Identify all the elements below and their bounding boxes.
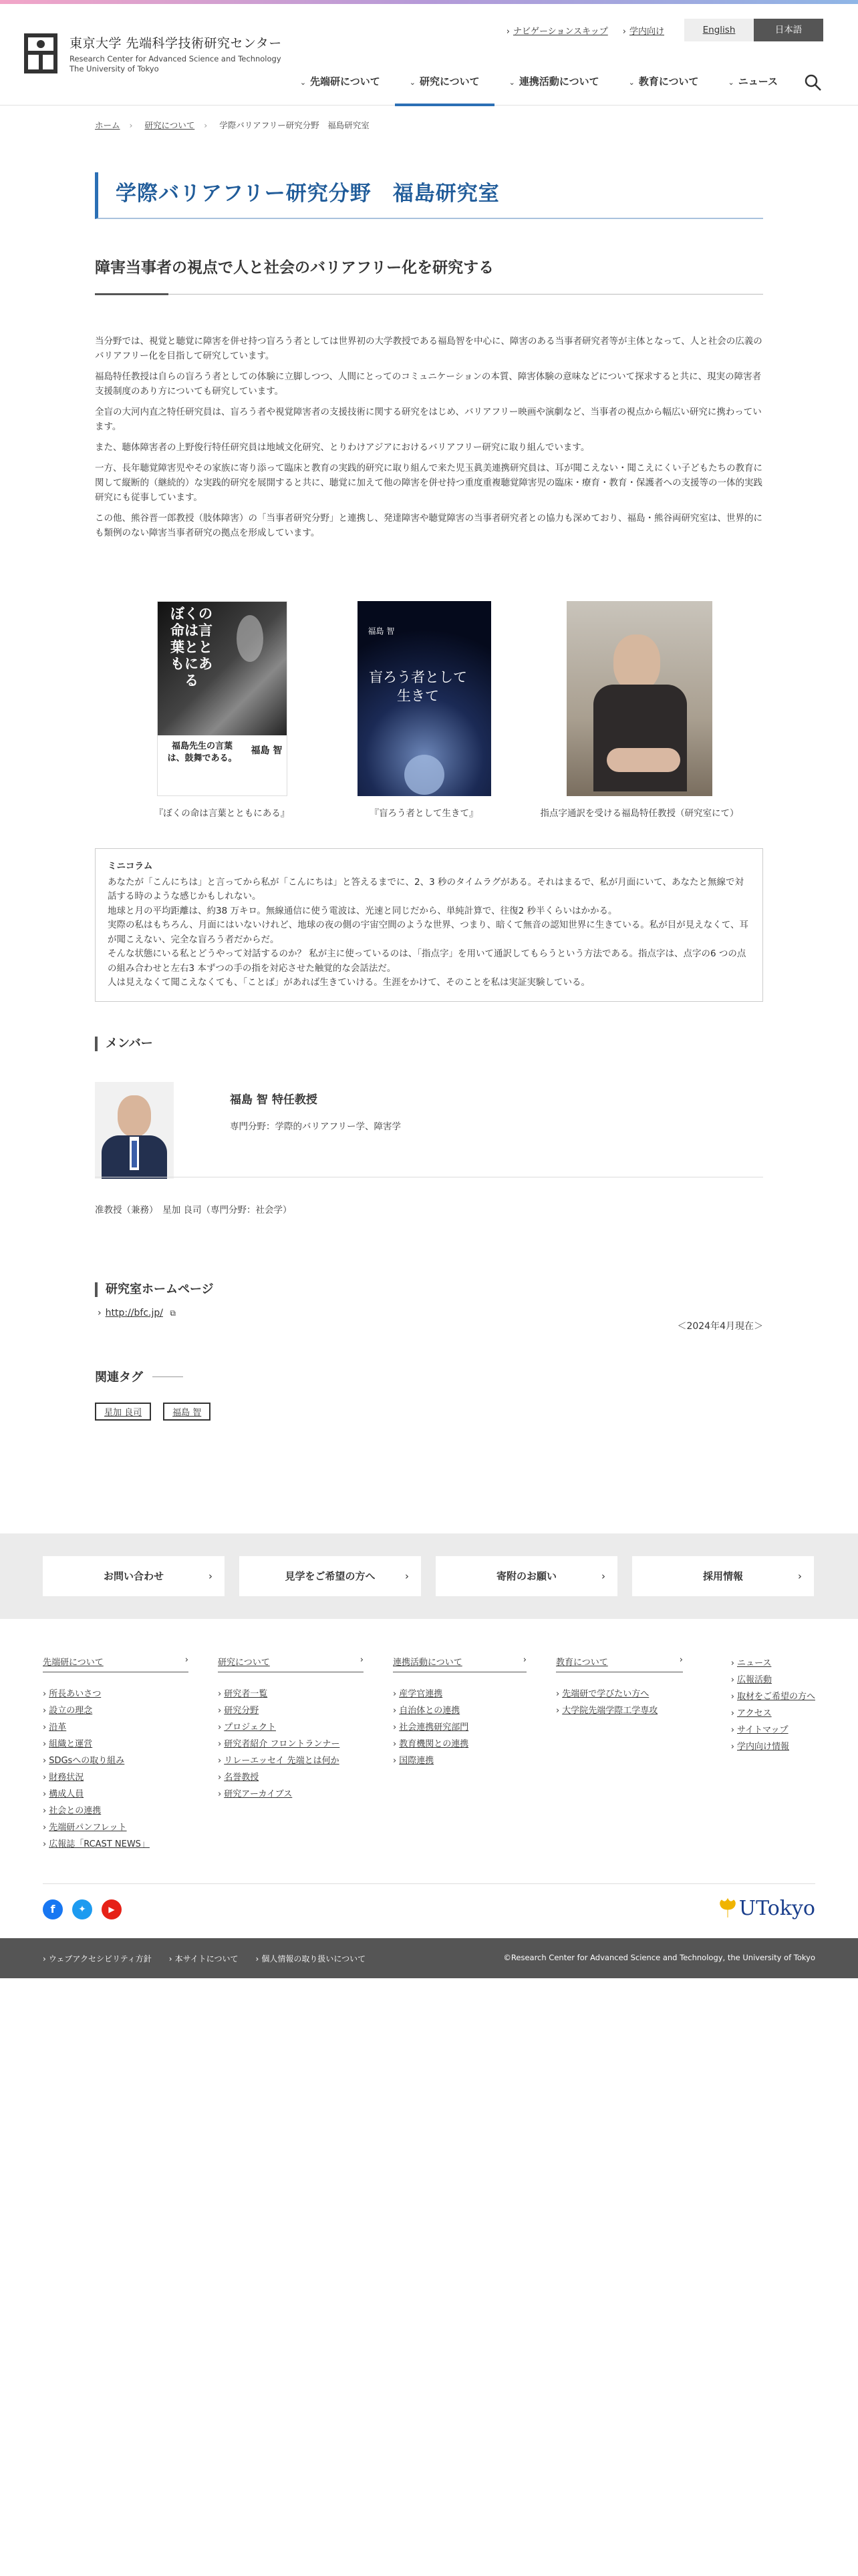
- external-link-icon: ⧉: [170, 1308, 176, 1318]
- footer-link[interactable]: › リレーエッセイ 先端とは何か: [218, 1753, 364, 1769]
- footer-link[interactable]: › 研究分野: [218, 1702, 364, 1719]
- footer-link[interactable]: › 設立の理念: [43, 1702, 188, 1719]
- utokyo-text: UTokyo: [738, 1897, 815, 1920]
- footer-link[interactable]: › 学内向け情報: [731, 1738, 815, 1755]
- mini-column: [95, 848, 763, 1002]
- mini-column-line: 人は見えなくて聞こえなくても、「ことば」があれば生きていける。生涯をかけて、そのことを私は実証実験している。: [108, 977, 590, 988]
- footer-col-collaboration: [393, 1655, 527, 1853]
- footer-col-heading[interactable]: 研究について ›: [218, 1655, 364, 1672]
- youtube-icon[interactable]: ▶: [102, 1899, 122, 1919]
- footer-link[interactable]: › 広報活動: [731, 1672, 815, 1688]
- footer-col-heading[interactable]: 連携活動について ›: [393, 1655, 527, 1672]
- chevron-down-icon: ⌄: [509, 78, 515, 87]
- nav-education-label: 教育について: [638, 75, 699, 87]
- nav-news[interactable]: [714, 67, 793, 106]
- recruit-button[interactable]: 採用情報 ›: [632, 1556, 814, 1596]
- mini-column-line: 実際の私はもちろん、月面にはいないけれど、地球の夜の側の宇宙空間のような世界、つまり、暗くて無音の認知世界に生きている。私が目が見えなくて、耳が聞こえない、完全な盲ろう者だからだ。: [108, 920, 749, 945]
- footer-link[interactable]: › 構成人員: [43, 1786, 188, 1803]
- breadcrumb-research[interactable]: 研究について: [144, 120, 195, 130]
- footer-link[interactable]: › 産学官連携: [393, 1686, 527, 1702]
- social-links: [43, 1899, 131, 1919]
- book-cover-1-sub: 福島先生の言葉は、鼓舞である。: [167, 741, 237, 763]
- photo-caption: 指点字通訳を受ける福島特任教授（研究室にて）: [540, 808, 739, 819]
- book-cover-2-image: [358, 601, 491, 796]
- photo-book-2: [337, 601, 511, 819]
- chevron-right-icon: ›: [98, 1308, 102, 1318]
- lang-english-button[interactable]: English: [684, 19, 754, 41]
- contact-button[interactable]: お問い合わせ ›: [43, 1556, 225, 1596]
- footer-link[interactable]: › プロジェクト: [218, 1719, 364, 1736]
- page-title: 学際バリアフリー研究分野 福島研究室: [116, 182, 500, 206]
- photo-gallery: [95, 601, 763, 819]
- tag-link[interactable]: 福島 智: [163, 1403, 210, 1421]
- copyright: ©Research Center for Advanced Science and Technology, the University of Tokyo: [503, 1953, 815, 1962]
- finger-braille-photo: [567, 601, 712, 796]
- footer-link[interactable]: › 教育機関との連携: [393, 1736, 527, 1753]
- mini-column-title: ミニコラム: [108, 861, 153, 872]
- footer-link[interactable]: › 名誉教授: [218, 1769, 364, 1786]
- body-paragraph: 一方、長年聴覚障害児やその家族に寄り添って臨床と教育の実践的研究に取り組んで来た児玉眞美連携研究員は、耳が聞こえない・聞こえにくい子どもたちの教育に関して縦断的（継続的）な実践的研究を展開すると共に、聴覚に加えて他の障害を併せ持つ重度重複聴覚障害児の臨床・療育・教育・保護者への支援等の一体的実践研究にも従事しています。: [95, 463, 762, 503]
- facebook-icon[interactable]: f: [43, 1899, 63, 1919]
- skip-navigation-link[interactable]: › ナビゲーションスキップ: [507, 24, 608, 37]
- nav-about[interactable]: [285, 67, 395, 106]
- body-text: [95, 334, 763, 546]
- footer-link[interactable]: › 先端研で学びたい方へ: [556, 1686, 683, 1702]
- footer-col-heading[interactable]: 教育について ›: [556, 1655, 683, 1672]
- footer-link[interactable]: › 研究者紹介 フロントランナー: [218, 1736, 364, 1753]
- book-cover-1-title: ぼくの命は言葉とともにある: [170, 606, 212, 689]
- breadcrumb-separator: ›: [204, 120, 208, 130]
- nav-research-label: 研究について: [419, 75, 480, 87]
- footer-link[interactable]: › ニュース: [731, 1655, 815, 1672]
- nav-research[interactable]: [395, 67, 494, 106]
- logo-en-text-2: The University of Tokyo: [69, 63, 159, 73]
- breadcrumb-current: 学際バリアフリー研究分野 福島研究室: [219, 120, 370, 130]
- footer-link[interactable]: › SDGsへの取り組み: [43, 1753, 188, 1769]
- photo-caption: 『ぼくの命は言葉とともにある』: [154, 808, 290, 819]
- nav-collaboration[interactable]: [494, 67, 614, 106]
- member-field: 専門分野：学際的バリアフリー学、障害学: [230, 1121, 401, 1132]
- member-name: 福島 智 特任教授: [230, 1093, 317, 1107]
- footer-nav: [43, 1655, 815, 1853]
- footer-link[interactable]: › 社会連携研究部門: [393, 1719, 527, 1736]
- footer-col-heading[interactable]: 先端研について ›: [43, 1655, 188, 1672]
- footer-link[interactable]: › 所長あいさつ: [43, 1686, 188, 1702]
- chevron-down-icon: ⌄: [728, 78, 734, 87]
- body-paragraph: 当分野では、視覚と聴覚に障害を併せ持つ盲ろう者としては世界初の大学教授である福島智を中心に、障害のある当事者研究者等が主体となって、人と社会の広義のバリアフリー化を目指して研究しています。: [95, 336, 762, 361]
- mini-column-line: そんな状態にいる私とどうやって対話するのか？ 私が主に使っているのは、「指点字」を用いて通訳してもらうという方法である。指点字は、点字の6 つの点の組み合わせと左右3 本ずつの手の指を対応させた触覚的な会話法だ。: [108, 948, 746, 974]
- footer-col-side: [731, 1655, 815, 1853]
- footer-col-education: [556, 1655, 683, 1853]
- footer-link[interactable]: › サイトマップ: [731, 1722, 815, 1738]
- chevron-down-icon: ⌄: [409, 78, 416, 87]
- homepage-link-row: [98, 1308, 763, 1318]
- book-cover-2-author: 福島 智: [368, 626, 395, 636]
- footer-link[interactable]: › 社会との連携: [43, 1803, 188, 1819]
- internal-users-link[interactable]: › 学内向け: [623, 24, 664, 37]
- body-paragraph: また、聴体障害者の上野俊行特任研究員は地域文化研究、とりわけアジアにおけるバリアフリー研究に取り組んでいます。: [95, 442, 590, 453]
- search-icon[interactable]: [803, 73, 823, 93]
- members-heading: メンバー: [95, 1037, 763, 1051]
- nav-about-label: 先端研について: [310, 75, 380, 87]
- privacy-link[interactable]: › 個人情報の取り扱いについて: [256, 1953, 366, 1964]
- footer-link[interactable]: › 広報誌「RCAST NEWS」: [43, 1836, 188, 1853]
- footer-divider: [43, 1883, 815, 1884]
- mini-column-line: あなたが「こんにちは」と言ってから私が「こんにちは」と答えるまでに、2、3 秒のタイムラグがある。それはまるで、私が月面にいて、あなたと無線で対話する時のような感じかもしれない。: [108, 876, 744, 902]
- tag-link[interactable]: 星加 良司: [95, 1403, 151, 1421]
- footer-link[interactable]: › 大学院先端学際工学専攻: [556, 1702, 683, 1719]
- logo-en-text-1: Research Center for Advanced Science and Technology: [69, 53, 281, 63]
- extra-member: 准教授（兼務） 星加 良司（専門分野：社会学）: [95, 1205, 292, 1216]
- footer-link[interactable]: › 先端研パンフレット: [43, 1819, 188, 1836]
- member-card: [95, 1082, 763, 1179]
- related-tags: [95, 1368, 763, 1421]
- site-header: [0, 4, 858, 106]
- tags-heading: 関連タグ: [95, 1368, 763, 1385]
- visit-button[interactable]: 見学をご希望の方へ ›: [239, 1556, 421, 1596]
- footer-link[interactable]: › 沿革: [43, 1719, 188, 1736]
- accessibility-link[interactable]: › ウェブアクセシビリティ方針: [43, 1953, 152, 1964]
- footer-link[interactable]: › 自治体との連携: [393, 1702, 527, 1719]
- nav-collaboration-label: 連携活動について: [519, 75, 599, 87]
- photo-interpretation: [539, 601, 740, 819]
- lang-japanese-button[interactable]: 日本語: [754, 19, 823, 41]
- homepage-heading: 研究室ホームページ: [95, 1282, 763, 1297]
- nav-education[interactable]: [614, 67, 714, 106]
- twitter-icon[interactable]: ✦: [72, 1899, 92, 1919]
- as-of-date: ＜2024年4月現在＞: [677, 1321, 763, 1332]
- breadcrumb-home[interactable]: ホーム: [95, 120, 120, 130]
- lead-heading: 障害当事者の視点で人と社会のバリアフリー化を研究する: [95, 259, 494, 277]
- mini-column-line: 地球と月の平均距離は、約38 万キロ。無線通信に使う電波は、光速と同じだから、単純計算で、往復2 秒半くらいはかかる。: [108, 905, 617, 916]
- breadcrumb: [95, 119, 379, 131]
- footer-link[interactable]: › 取材をご希望の方へ: [731, 1688, 815, 1705]
- ginkgo-icon: [716, 1897, 739, 1920]
- footer-link[interactable]: › アクセス: [731, 1705, 815, 1722]
- footer-col-research: [218, 1655, 364, 1853]
- footer-bottom-bar: [0, 1938, 858, 1978]
- footer-link[interactable]: › 国際連携: [393, 1753, 527, 1769]
- book-cover-2-title: 盲ろう者として生きて: [369, 669, 467, 704]
- homepage-section: [95, 1282, 763, 1318]
- page-title-box: [95, 172, 763, 219]
- language-switch: [684, 19, 823, 41]
- body-paragraph: 福島特任教授は自らの盲ろう者としての体験に立脚しつつ、人間にとってのコミュニケーションの本質、障害体験の意味などについて探求すると共に、現実の障害者支援制度のあり方についても研究しています。: [95, 371, 762, 397]
- utility-nav: [507, 19, 823, 41]
- footer-link[interactable]: › 財務状況: [43, 1769, 188, 1786]
- lead-divider: [95, 294, 763, 295]
- breadcrumb-separator: ›: [129, 120, 133, 130]
- chevron-down-icon: ⌄: [628, 78, 635, 87]
- nav-news-label: ニュース: [738, 75, 778, 87]
- body-paragraph: この他、熊谷晋一郎教授（肢体障害）の「当事者研究分野」と連携し、発達障害や聴覚障害の当事者研究者との協力も深めており、福島・熊谷両研究室は、世界的にも類例のない障害当事者研究の拠点を形成しています。: [95, 513, 762, 538]
- donation-button[interactable]: 寄附のお願い ›: [436, 1556, 617, 1596]
- rcast-logo-icon: [21, 29, 60, 77]
- site-logo[interactable]: [21, 29, 282, 77]
- global-nav: [285, 67, 823, 106]
- footer-link[interactable]: › 研究者一覧: [218, 1686, 364, 1702]
- utokyo-logo[interactable]: [716, 1897, 815, 1920]
- logo-jp-text: 東京大学 先端科学技術研究センター: [69, 35, 282, 51]
- homepage-link[interactable]: http://bfc.jp/: [105, 1308, 163, 1318]
- footer-link[interactable]: › 組織と運営: [43, 1736, 188, 1753]
- footer-link[interactable]: › 研究アーカイブス: [218, 1786, 364, 1803]
- book-cover-1-image: [157, 601, 287, 796]
- about-site-link[interactable]: › 本サイトについて: [169, 1953, 239, 1964]
- cta-band: [0, 1533, 858, 1619]
- member-photo: [95, 1082, 174, 1179]
- photo-caption: 『盲ろう者として生きて』: [370, 808, 478, 819]
- photo-book-1: [135, 601, 309, 819]
- book-cover-1-author: 福島 智: [251, 745, 283, 756]
- body-paragraph: 全盲の大河内直之特任研究員は、盲ろう者や視覚障害者の支援技術に関する研究をはじめ、バリアフリー映画や演劇など、当事者の視点から幅広い研究に携わっています。: [95, 407, 762, 432]
- footer-col-about: [43, 1655, 188, 1853]
- chevron-down-icon: ⌄: [299, 78, 307, 87]
